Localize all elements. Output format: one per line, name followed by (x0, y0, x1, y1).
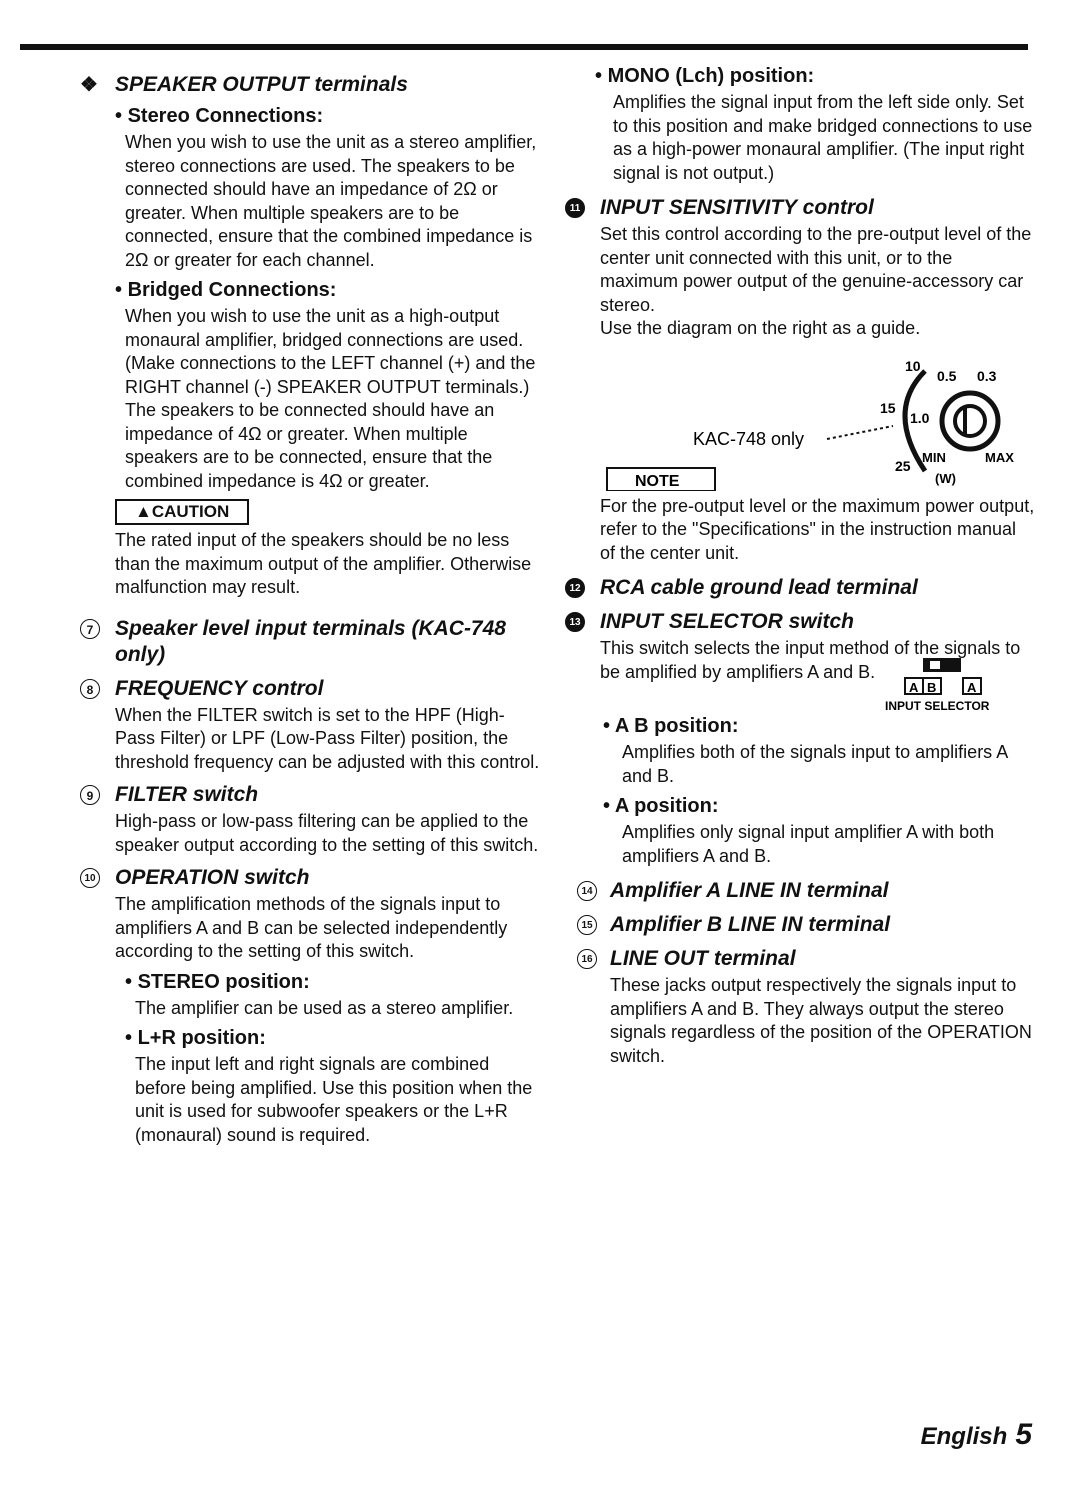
section-heading (565, 946, 1035, 972)
sub-heading: • L+R position: (80, 1026, 540, 1051)
right-column (565, 62, 1035, 1068)
paragraph: Amplifies only signal input amplifier A with both amplifiers A and B. (622, 822, 995, 866)
caution-label: ▲CAUTION (115, 499, 249, 525)
paragraph: Use the diagram on the right as a guide. (600, 318, 921, 338)
language-label: English (920, 1423, 1008, 1450)
number-badge: 14 (577, 881, 597, 901)
number-badge: 8 (80, 679, 100, 699)
input-selector-diagram (565, 680, 1035, 744)
number-badge: 7 (80, 619, 100, 639)
heading-text: SPEAKER OUTPUT terminals (115, 73, 408, 96)
paragraph: When you wish to use the unit as a high-output monaural amplifier, bridged connections are used. (Make connections to the LEFT channel (+) and the RIGHT channel (-) SPEAKER OUTPUT terminals.) The speakers to be connected should have an impedance of 4Ω or greater. When multiple speakers are to be connected, ensure that the combined impedance is 4Ω or greater. (125, 306, 536, 491)
unit-label: (W) (935, 470, 956, 486)
leader-line-icon (827, 426, 893, 439)
header-rule (20, 44, 1028, 50)
heading-text: Speaker level input terminals (KAC-748 only) (115, 616, 506, 666)
heading-text: INPUT SENSITIVITY control (600, 196, 874, 219)
sel-a2-label: A (967, 680, 977, 695)
sub-heading: • Bridged Connections: (80, 278, 540, 303)
kac-label: KAC-748 only (693, 428, 805, 449)
number-badge: 10 (80, 868, 100, 888)
section-heading (565, 195, 1035, 221)
section-heading (565, 609, 1035, 635)
paragraph: For the pre-output level or the maximum power output, refer to the "Specifications" in the instruction manual of the center unit. (600, 495, 1035, 563)
section-heading (80, 72, 540, 98)
tick-label: 25 (895, 457, 911, 474)
heading-text: LINE OUT terminal (610, 947, 796, 970)
sel-a-label: A (909, 680, 919, 695)
knob-center-icon (955, 406, 985, 436)
heading-text: Amplifier A LINE IN terminal (610, 879, 889, 902)
paragraph: The amplification methods of the signals input to amplifiers A and B can be selected independently according to the setting of this switch. (115, 894, 508, 961)
tick-label: 10 (905, 357, 921, 374)
tick-label: 0.3 (977, 367, 997, 384)
number-badge: 16 (577, 949, 597, 969)
section-heading (80, 782, 540, 808)
number-badge: 11 (565, 198, 585, 218)
page-footer (921, 1418, 1032, 1452)
sub-heading: • A B position: (565, 714, 1035, 739)
heading-text: INPUT SELECTOR switch (600, 610, 854, 633)
number-badge: 12 (565, 578, 585, 598)
min-label: MIN (922, 449, 946, 465)
heading-text: OPERATION switch (115, 866, 310, 889)
paragraph: Amplifies both of the signals input to amplifiers A and B. (622, 742, 1008, 786)
sel-caption: INPUT SELECTOR (885, 699, 990, 710)
number-badge: 9 (80, 785, 100, 805)
paragraph: High-pass or low-pass filtering can be applied to the speaker output according to the setting of this switch. (115, 811, 539, 855)
left-column (80, 62, 540, 1147)
paragraph: Set this control according to the pre-output level of the center unit connected with this unit, or to the maximum power output of the genuine-accessory car stereo. (600, 224, 1032, 315)
number-badge: 15 (577, 915, 597, 935)
sel-b-label: B (927, 680, 937, 695)
max-label: MAX (985, 449, 1014, 465)
paragraph: This switch selects the input method of the signals to be amplified by amplifiers A and B. (600, 638, 1021, 682)
number-badge: 13 (565, 612, 585, 632)
sub-heading: • STEREO position: (80, 970, 540, 995)
sensitivity-diagram (565, 341, 1035, 491)
sub-heading: • A position: (565, 794, 1035, 819)
switch-body-icon (923, 658, 961, 672)
heading-text: FILTER switch (115, 783, 259, 806)
paragraph: The rated input of the speakers should be no less than the maximum output of the amplifier. Otherwise malfunction may result. (115, 530, 532, 597)
section-heading (565, 912, 1035, 938)
section-heading (565, 575, 1035, 601)
heading-text: RCA cable ground lead terminal (600, 576, 918, 599)
paragraph: The amplifier can be used as a stereo amplifier. (135, 997, 514, 1018)
section-heading (80, 676, 540, 702)
knob-diagram (565, 341, 1035, 491)
knob-icon (942, 393, 998, 449)
page-number: 5 (1015, 1418, 1032, 1451)
tick-label: 15 (880, 399, 896, 416)
paragraph: These jacks output respectively the signals input to amplifiers A and B. They always output the stereo signals regardless of the position of the OPERATION switch. (610, 975, 1032, 1066)
section-heading (80, 616, 540, 668)
paragraph: When the FILTER switch is set to the HPF (High-Pass Filter) or LPF (Low-Pass Filter) position, the threshold frequency can be adjusted with this control. (115, 704, 540, 772)
paragraph: Amplifies the signal input from the left side only. Set to this position and make bridged connections to use as a high-power monaural amplifier. (The input right signal is not output.) (613, 92, 1033, 183)
heading-text: FREQUENCY control (115, 676, 324, 700)
tick-label: 0.5 (937, 367, 957, 384)
switch-knob-icon (930, 661, 940, 669)
selector-diagram (565, 650, 1035, 710)
note-label: NOTE (635, 472, 680, 490)
paragraph: The input left and right signals are combined before being amplified. Use this position when the unit is used for subwoofer speakers or the L+R (monaural) sound is required. (135, 1054, 533, 1145)
section-heading (80, 865, 540, 891)
heading-text: Amplifier B LINE IN terminal (610, 913, 891, 936)
sub-heading: • Stereo Connections: (80, 104, 540, 129)
diamond-icon: ❖ (80, 74, 98, 96)
section-heading (565, 878, 1035, 904)
tick-label: 1.0 (910, 409, 930, 426)
paragraph: When you wish to use the unit as a stereo amplifier, stereo connections are used. The speakers to be connected should have an impedance of 2Ω or greater. When multiple speakers are to be connected, ensure that the combined impedance is 2Ω or greater for each channel. (125, 132, 537, 270)
sub-heading: • MONO (Lch) position: (565, 64, 1035, 89)
